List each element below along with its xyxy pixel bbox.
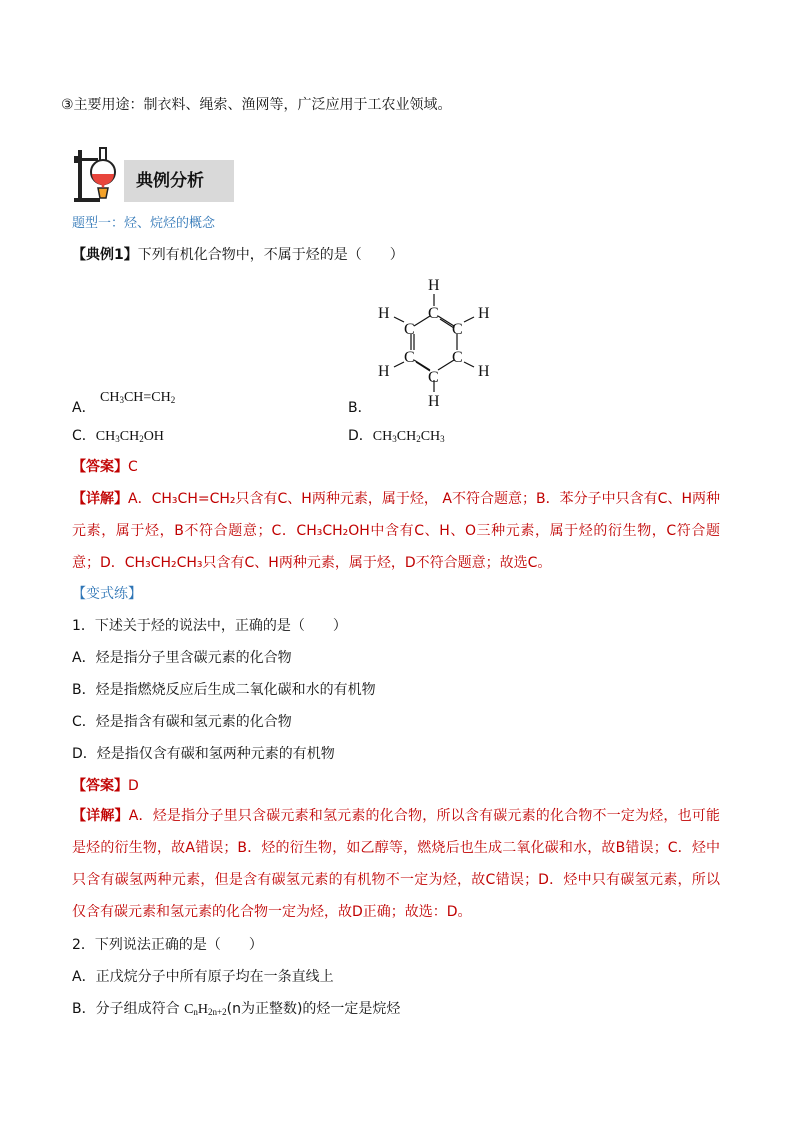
example1-question bbox=[72, 245, 404, 265]
option-c-letter: C． bbox=[72, 428, 96, 444]
example1-option-d bbox=[348, 426, 445, 447]
q1-option-d: D．烃是指仅含有碳和氢两种元素的有机物 bbox=[72, 746, 335, 762]
benzene-atom-h-bottom: H bbox=[428, 393, 440, 410]
q1-detail-label: 【详解】 bbox=[72, 808, 129, 824]
benzene-atom-h-top-right: H bbox=[478, 305, 490, 322]
option-c-formula: $CH_3CH_2OH$ bbox=[95, 429, 164, 444]
option-d-formula: $CH_3CH_2CH_3$ bbox=[372, 429, 445, 444]
benzene-atom-h-top-left: H bbox=[378, 305, 390, 322]
example1-answer bbox=[72, 457, 138, 477]
q2-question: 2．下列说法正确的是（ ） bbox=[72, 937, 263, 953]
q1-option-b: B．烃是指燃烧反应后生成二氧化碳和水的有机物 bbox=[72, 682, 376, 698]
top-line: ③主要用途：制衣料、绳索、渔网等，广泛应用于工农业领域。 bbox=[61, 97, 452, 113]
example1-detail bbox=[72, 483, 720, 579]
q1-answer-value: D bbox=[128, 778, 139, 794]
practice-label: 【变式练】 bbox=[72, 586, 142, 602]
benzene-atom-h-bottom-right: H bbox=[478, 363, 490, 380]
example1-option-b: B． bbox=[348, 400, 372, 416]
answer-value: C bbox=[128, 459, 138, 475]
lab-flask-icon bbox=[72, 144, 124, 204]
option-a-formula: $CH_3CH=CH_2$ bbox=[100, 390, 176, 405]
q1-answer bbox=[72, 776, 139, 796]
topic-heading: 题型一：烃、烷烃的概念 bbox=[72, 216, 216, 231]
benzene-atom-c-bottom-left: C bbox=[404, 349, 415, 366]
q1-answer-label: 【答案】 bbox=[72, 778, 128, 794]
option-a-letter: A． bbox=[72, 400, 96, 416]
answer-label: 【答案】 bbox=[72, 459, 128, 475]
q2-option-b-suffix: (n为正整数)的烃一定是烷烃 bbox=[226, 1001, 401, 1017]
q1-option-c: C．烃是指含有碳和氢元素的化合物 bbox=[72, 714, 292, 730]
benzene-structure bbox=[370, 272, 500, 412]
q2-option-b-formula: $C_nH_{2n+2}$ bbox=[184, 1002, 227, 1017]
option-d-letter: D． bbox=[348, 428, 373, 444]
benzene-atom-c-top-left: C bbox=[404, 321, 415, 338]
example1-option-c bbox=[72, 426, 164, 447]
example1-label: 【典例1】 bbox=[72, 247, 138, 263]
q2-option-a: A．正戊烷分子中所有原子均在一条直线上 bbox=[72, 969, 334, 985]
detail-text: A．CH₃CH=CH₂只含有C、H两种元素，属于烃， A不符合题意；B．苯分子中只含有C、H两种元素，属于烃，B不符合题意；C．CH₃CH₂OH中含有C、H、O三种元素，属于烃的衍生物，C符合题意；D．CH₃CH₂CH₃只含有C、H两种元素，属于烃，D不符合题意；故选C。 bbox=[72, 491, 720, 571]
example1-question-text: 下列有机化合物中，不属于烃的是（ ） bbox=[137, 247, 404, 263]
q2-option-b-prefix: B．分子组成符合 bbox=[72, 1001, 185, 1017]
benzene-atom-h-top: H bbox=[428, 277, 440, 294]
benzene-atom-h-bottom-left: H bbox=[378, 363, 390, 380]
q1-option-a: A．烃是指分子里含碳元素的化合物 bbox=[72, 650, 292, 666]
benzene-atom-c-top: C bbox=[428, 305, 439, 322]
benzene-atom-c-bottom-right: C bbox=[452, 349, 463, 366]
q1-detail-text: A．烃是指分子里只含碳元素和氢元素的化合物，所以含有碳元素的化合物不一定为烃，也可能是烃的衍生物，故A错误；B．烃的衍生物，如乙醇等，燃烧后也生成二氧化碳和水，故B错误；C．烃中只含有碳氢两种元素，但是含有碳氢元素的有机物不一定为烃，故C错误；D．烃中只有碳氢元素，所以仅含有碳元素和氢元素的化合物一定为烃，故D正确；故选：D。 bbox=[72, 808, 720, 920]
q1-detail bbox=[72, 800, 720, 928]
benzene-atom-c-bottom: C bbox=[428, 369, 439, 386]
section-title: 典例分析 bbox=[136, 171, 204, 191]
section-header bbox=[124, 160, 234, 202]
example1-option-a bbox=[72, 398, 96, 418]
q1-question: 1．下述关于烃的说法中，正确的是（ ） bbox=[72, 618, 347, 634]
benzene-atom-c-top-right: C bbox=[452, 321, 463, 338]
detail-label: 【详解】 bbox=[72, 491, 129, 507]
q2-option-b bbox=[72, 999, 400, 1020]
